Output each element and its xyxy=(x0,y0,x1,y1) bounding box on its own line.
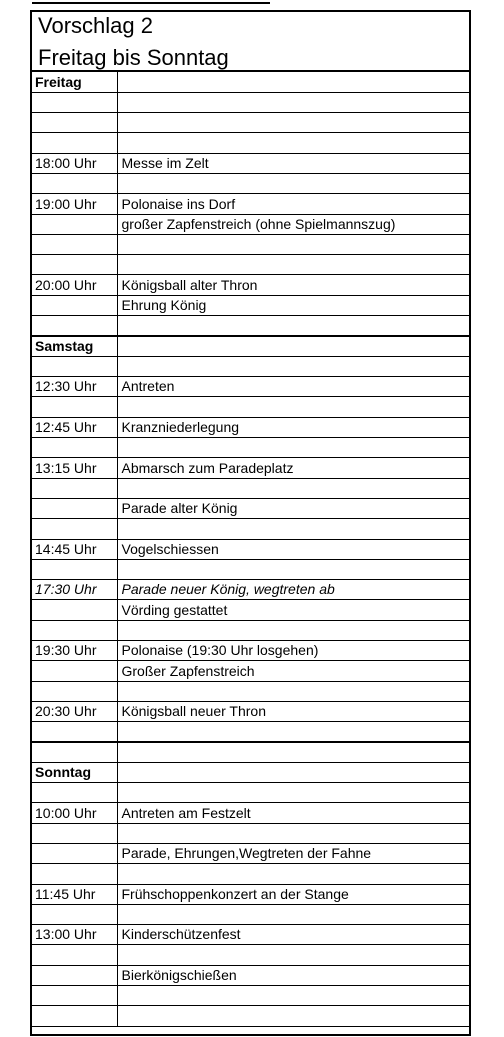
time-cell xyxy=(32,965,117,985)
schedule-row xyxy=(32,925,469,945)
schedule-row xyxy=(32,580,469,600)
title-line-2: Freitag bis Sonntag xyxy=(38,45,229,70)
event-cell: Großer Zapfenstreich xyxy=(117,661,469,681)
event-cell: Parade neuer König, wegtreten ab xyxy=(117,580,469,600)
time-cell xyxy=(32,397,117,417)
time-cell xyxy=(32,823,117,843)
time-cell xyxy=(32,133,117,153)
time-cell xyxy=(32,620,117,640)
time-cell xyxy=(32,722,117,742)
event-cell xyxy=(117,864,469,884)
schedule-row xyxy=(32,356,469,376)
schedule-table xyxy=(32,72,469,1027)
schedule-row xyxy=(32,316,469,336)
time-cell xyxy=(32,843,117,863)
time-cell xyxy=(32,681,117,701)
event-cell xyxy=(117,783,469,803)
event-cell: großer Zapfenstreich (ohne Spielmannszug) xyxy=(117,214,469,234)
time-cell: 18:00 Uhr xyxy=(32,153,117,173)
time-cell xyxy=(32,92,117,112)
time-cell xyxy=(32,214,117,234)
event-cell: Polonaise ins Dorf xyxy=(117,194,469,214)
schedule-row xyxy=(32,641,469,661)
top-rule xyxy=(32,2,270,4)
event-cell xyxy=(117,336,469,357)
schedule-row xyxy=(32,823,469,843)
event-cell: Ehrung König xyxy=(117,295,469,315)
schedule-row xyxy=(32,681,469,701)
schedule-row xyxy=(32,113,469,133)
schedule-row xyxy=(32,742,469,762)
schedule-row xyxy=(32,438,469,458)
time-cell xyxy=(32,113,117,133)
event-cell: Polonaise (19:30 Uhr losgehen) xyxy=(117,641,469,661)
day-label: Freitag xyxy=(32,72,117,92)
time-cell xyxy=(32,255,117,275)
event-cell: Königsball neuer Thron xyxy=(117,701,469,721)
event-cell xyxy=(117,356,469,376)
schedule-row xyxy=(32,600,469,620)
day-header-row xyxy=(32,762,469,782)
event-cell: Antreten am Festzelt xyxy=(117,803,469,823)
schedule-row xyxy=(32,884,469,904)
time-cell: 20:00 Uhr xyxy=(32,275,117,295)
schedule-row xyxy=(32,864,469,884)
event-cell xyxy=(117,234,469,254)
schedule-row xyxy=(32,519,469,539)
time-cell xyxy=(32,498,117,518)
event-cell xyxy=(117,133,469,153)
event-cell xyxy=(117,397,469,417)
time-cell xyxy=(32,742,117,762)
schedule-row xyxy=(32,173,469,193)
event-cell xyxy=(117,742,469,762)
schedule-row xyxy=(32,133,469,153)
event-cell xyxy=(117,681,469,701)
time-cell xyxy=(32,173,117,193)
event-cell xyxy=(117,945,469,965)
schedule-row xyxy=(32,661,469,681)
time-cell xyxy=(32,864,117,884)
title-block xyxy=(32,12,469,72)
schedule-row xyxy=(32,539,469,559)
time-cell xyxy=(32,783,117,803)
title-line-1: Vorschlag 2 xyxy=(38,13,153,38)
schedule-row xyxy=(32,559,469,579)
event-cell xyxy=(117,904,469,924)
event-cell xyxy=(117,92,469,112)
schedule-row xyxy=(32,397,469,417)
time-cell: 20:30 Uhr xyxy=(32,701,117,721)
schedule-row xyxy=(32,1006,469,1026)
schedule-row xyxy=(32,498,469,518)
schedule-row xyxy=(32,92,469,112)
event-cell: Bierkönigschießen xyxy=(117,965,469,985)
time-cell: 11:45 Uhr xyxy=(32,884,117,904)
schedule-row xyxy=(32,417,469,437)
time-cell xyxy=(32,438,117,458)
event-cell: Königsball alter Thron xyxy=(117,275,469,295)
time-cell xyxy=(32,478,117,498)
event-cell xyxy=(117,559,469,579)
schedule-row xyxy=(32,965,469,985)
schedule-row xyxy=(32,986,469,1006)
time-cell: 13:00 Uhr xyxy=(32,925,117,945)
event-cell xyxy=(117,316,469,336)
time-cell xyxy=(32,559,117,579)
schedule-row xyxy=(32,295,469,315)
event-cell: Parade, Ehrungen,Wegtreten der Fahne xyxy=(117,843,469,863)
schedule-row xyxy=(32,620,469,640)
event-cell: Kinderschützenfest xyxy=(117,925,469,945)
time-cell: 10:00 Uhr xyxy=(32,803,117,823)
time-cell xyxy=(32,904,117,924)
schedule-row xyxy=(32,783,469,803)
event-cell xyxy=(117,823,469,843)
event-cell: Kranzniederlegung xyxy=(117,417,469,437)
schedule-row xyxy=(32,234,469,254)
time-cell xyxy=(32,600,117,620)
day-header-row xyxy=(32,72,469,92)
schedule-row xyxy=(32,377,469,397)
event-cell: Abmarsch zum Paradeplatz xyxy=(117,458,469,478)
event-cell xyxy=(117,519,469,539)
schedule-row xyxy=(32,214,469,234)
time-cell xyxy=(32,986,117,1006)
event-cell xyxy=(117,255,469,275)
time-cell: 12:30 Uhr xyxy=(32,377,117,397)
event-cell xyxy=(117,478,469,498)
time-cell xyxy=(32,945,117,965)
schedule-row xyxy=(32,458,469,478)
time-cell xyxy=(32,295,117,315)
time-cell: 14:45 Uhr xyxy=(32,539,117,559)
schedule-row xyxy=(32,803,469,823)
schedule-row xyxy=(32,194,469,214)
schedule-row xyxy=(32,904,469,924)
event-cell: Vörding gestattet xyxy=(117,600,469,620)
event-cell: Antreten xyxy=(117,377,469,397)
event-cell xyxy=(117,438,469,458)
schedule-row xyxy=(32,275,469,295)
day-header-row xyxy=(32,336,469,357)
time-cell: 12:45 Uhr xyxy=(32,417,117,437)
day-label: Sonntag xyxy=(32,762,117,782)
schedule-row xyxy=(32,701,469,721)
time-cell xyxy=(32,356,117,376)
time-cell xyxy=(32,234,117,254)
event-cell xyxy=(117,620,469,640)
time-cell xyxy=(32,316,117,336)
time-cell: 19:30 Uhr xyxy=(32,641,117,661)
event-cell xyxy=(117,72,469,92)
event-cell: Parade alter König xyxy=(117,498,469,518)
event-cell: Vogelschiessen xyxy=(117,539,469,559)
event-cell xyxy=(117,986,469,1006)
time-cell: 19:00 Uhr xyxy=(32,194,117,214)
time-cell: 13:15 Uhr xyxy=(32,458,117,478)
event-cell: Frühschoppenkonzert an der Stange xyxy=(117,884,469,904)
schedule-row xyxy=(32,843,469,863)
event-cell xyxy=(117,722,469,742)
time-cell xyxy=(32,519,117,539)
schedule-row xyxy=(32,153,469,173)
event-cell xyxy=(117,1006,469,1026)
time-cell: 17:30 Uhr xyxy=(32,580,117,600)
event-cell xyxy=(117,762,469,782)
schedule-row xyxy=(32,945,469,965)
event-cell: Messe im Zelt xyxy=(117,153,469,173)
time-cell xyxy=(32,661,117,681)
schedule-row xyxy=(32,255,469,275)
event-cell xyxy=(117,113,469,133)
event-cell xyxy=(117,173,469,193)
day-label: Samstag xyxy=(32,336,117,357)
schedule-row xyxy=(32,722,469,742)
schedule-row xyxy=(32,478,469,498)
time-cell xyxy=(32,1006,117,1026)
